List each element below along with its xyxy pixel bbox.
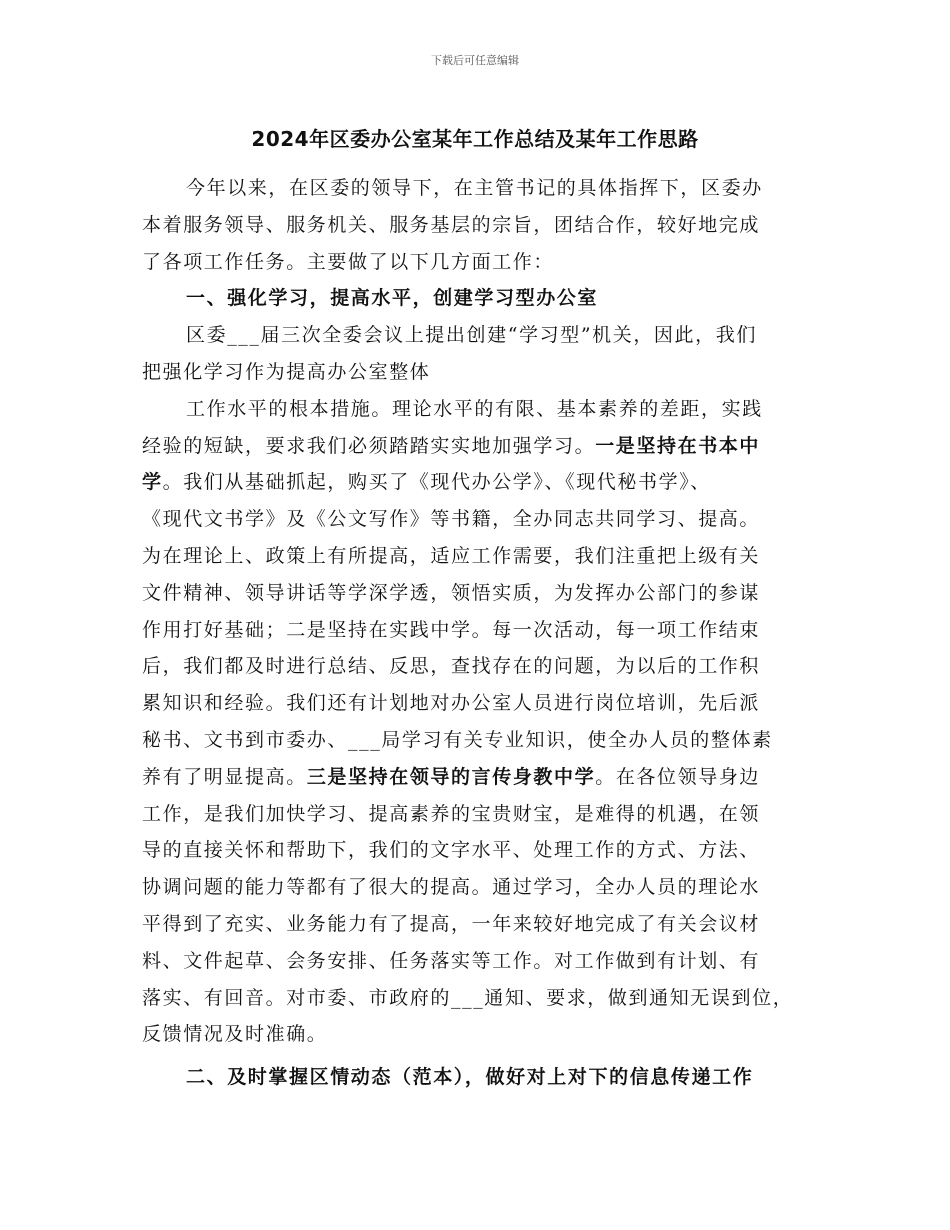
emphasis-text: 学 [142, 471, 163, 494]
paragraph-line: 为在理论上、政策上有所提高，适应工作需要，我们注重把上级有关 [142, 544, 761, 567]
paragraph-line: 落实、有回音。对市委、市政府的___通知、要求，做到通知无误到位， [142, 986, 794, 1009]
section-1-heading: 一、强化学习，提高水平，创建学习型办公室 [186, 287, 599, 310]
intro-line: 了各项工作任务。主要做了以下几方面工作： [142, 250, 555, 273]
paragraph-line: 导的直接关怀和帮助下，我们的文字水平、处理工作的方式、方法、 [142, 839, 761, 862]
paragraph-line: 文件精神、领导讲话等学深学透，领悟实质，为发挥办公部门的参谋 [142, 581, 761, 604]
document-title: 2024年区委办公室某年工作总结及某年工作思路 [251, 127, 699, 151]
paragraph-line: 作用打好基础；二是坚持在实践中学。每一次活动，每一项工作结束 [142, 618, 761, 641]
paragraph-line [142, 464, 824, 501]
paragraph-line: 平得到了充实、业务能力有了提高，一年来较好地完成了有关会议材 [142, 912, 761, 935]
text-run: 经验的短缺，要求我们必须踏踏实实地加强学习。 [142, 434, 596, 457]
paragraph-line: 《现代文书学》及《公文写作》等书籍，全办同志共同学习、提高。 [142, 508, 761, 531]
paragraph-line: 协调问题的能力等都有了很大的提高。通过学习，全办人员的理论水 [142, 876, 761, 899]
paragraph-line: 秘书、文书到市委办、___局学习有关专业知识，使全办人员的整体素 [142, 728, 773, 751]
paragraph-line: 料、文件起草、会务安排、任务落实等工作。对工作做到有计划、有 [142, 949, 761, 972]
intro-line: 本着服务领导、服务机关、服务基层的宗旨，团结合作，较好地完成 [142, 213, 761, 236]
text-run: 。我们从基础抓起，购买了《现代办公学》、《现代秘书学》、 [162, 471, 711, 494]
emphasis-text: 三是坚持在领导的言传身教中学 [306, 765, 596, 788]
intro-line: 今年以来，在区委的领导下，在主管书记的具体指挥下，区委办 [186, 177, 763, 199]
document-body [142, 170, 824, 1096]
paragraph-line [142, 428, 824, 465]
section-2-heading: 二、及时掌握区情动态（范本），做好对上对下的信息传递工作 [186, 1066, 754, 1089]
paragraph-line [142, 759, 824, 796]
paragraph-line: 反馈情况及时准确。 [142, 1023, 328, 1046]
page-header-note: 下载后可任意编辑 [431, 54, 519, 67]
paragraph-line: 工作，是我们加快学习、提高素养的宝贵财宝，是难得的机遇，在领 [142, 802, 761, 825]
emphasis-text: 一是坚持在书本中 [595, 434, 761, 457]
paragraph-line: 区委___届三次全委会议上提出创建“学习型”机关，因此，我们 [186, 324, 757, 347]
text-run: 。在各位领导身边 [595, 765, 761, 788]
paragraph-line: 工作水平的根本措施。理论水平的有限、基本素养的差距，实践 [186, 397, 763, 420]
text-run: 养有了明显提高。 [142, 765, 307, 788]
paragraph-line: 把强化学习作为提高办公室整体 [142, 360, 431, 383]
paragraph-line: 累知识和经验。我们还有计划地对办公室人员进行岗位培训，先后派 [142, 692, 761, 715]
paragraph-line: 后，我们都及时进行总结、反思，查找存在的问题，为以后的工作积 [142, 655, 761, 678]
